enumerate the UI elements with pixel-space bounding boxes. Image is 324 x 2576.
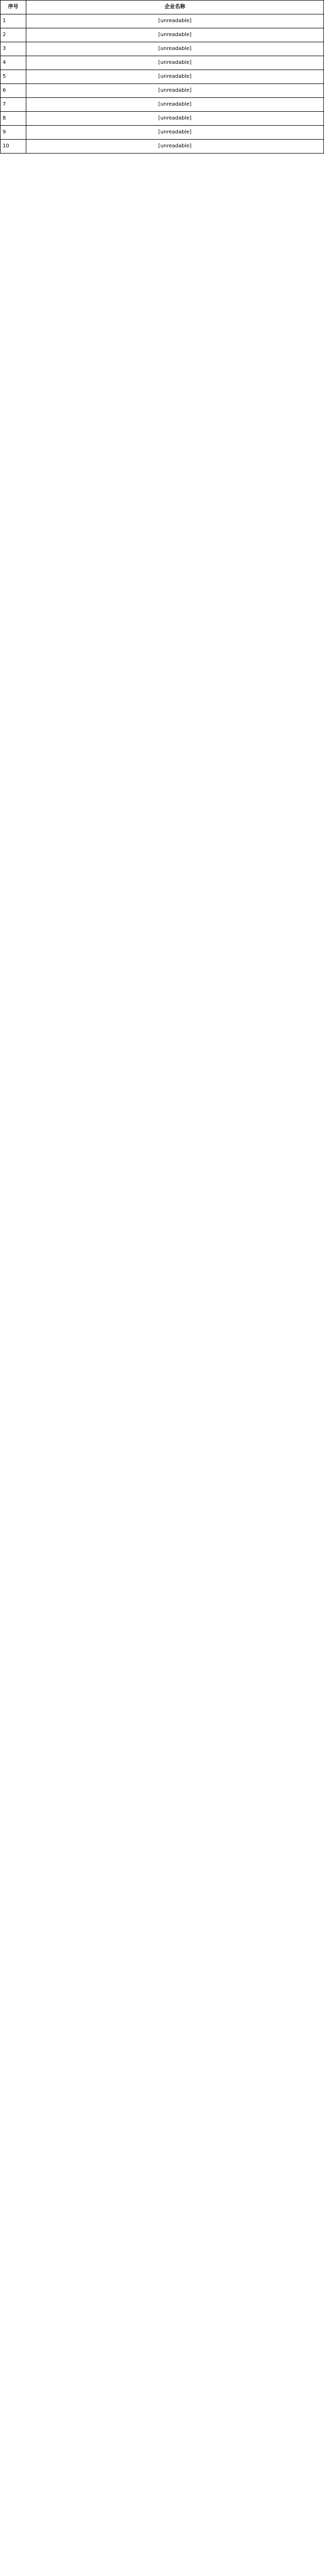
row-number: 10: [1, 140, 26, 154]
company-name: [unreadable]: [26, 70, 324, 84]
row-number: 4: [1, 56, 26, 70]
company-name: [unreadable]: [26, 28, 324, 42]
table-row: [1, 140, 324, 154]
table-row: [1, 42, 324, 56]
company-name: [unreadable]: [26, 112, 324, 126]
column-header-number: 序号: [1, 1, 26, 14]
row-number: 7: [1, 98, 26, 112]
company-name: [unreadable]: [26, 84, 324, 98]
table-row: [1, 28, 324, 42]
company-name: [unreadable]: [26, 126, 324, 140]
company-table: [0, 0, 324, 154]
row-number: 5: [1, 70, 26, 84]
company-name: [unreadable]: [26, 140, 324, 154]
column-header-name: 企业名称: [26, 1, 324, 14]
table-row: [1, 70, 324, 84]
table-header-row: [1, 1, 324, 14]
row-number: 9: [1, 126, 26, 140]
row-number: 1: [1, 14, 26, 28]
row-number: 6: [1, 84, 26, 98]
table-body: [1, 14, 324, 154]
table-row: [1, 84, 324, 98]
company-name: [unreadable]: [26, 56, 324, 70]
row-number: 2: [1, 28, 26, 42]
company-name: [unreadable]: [26, 98, 324, 112]
company-name: [unreadable]: [26, 42, 324, 56]
row-number: 8: [1, 112, 26, 126]
table-row: [1, 56, 324, 70]
table-row: [1, 14, 324, 28]
company-name: [unreadable]: [26, 14, 324, 28]
table-row: [1, 126, 324, 140]
table-row: [1, 112, 324, 126]
row-number: 3: [1, 42, 26, 56]
table-row: [1, 98, 324, 112]
